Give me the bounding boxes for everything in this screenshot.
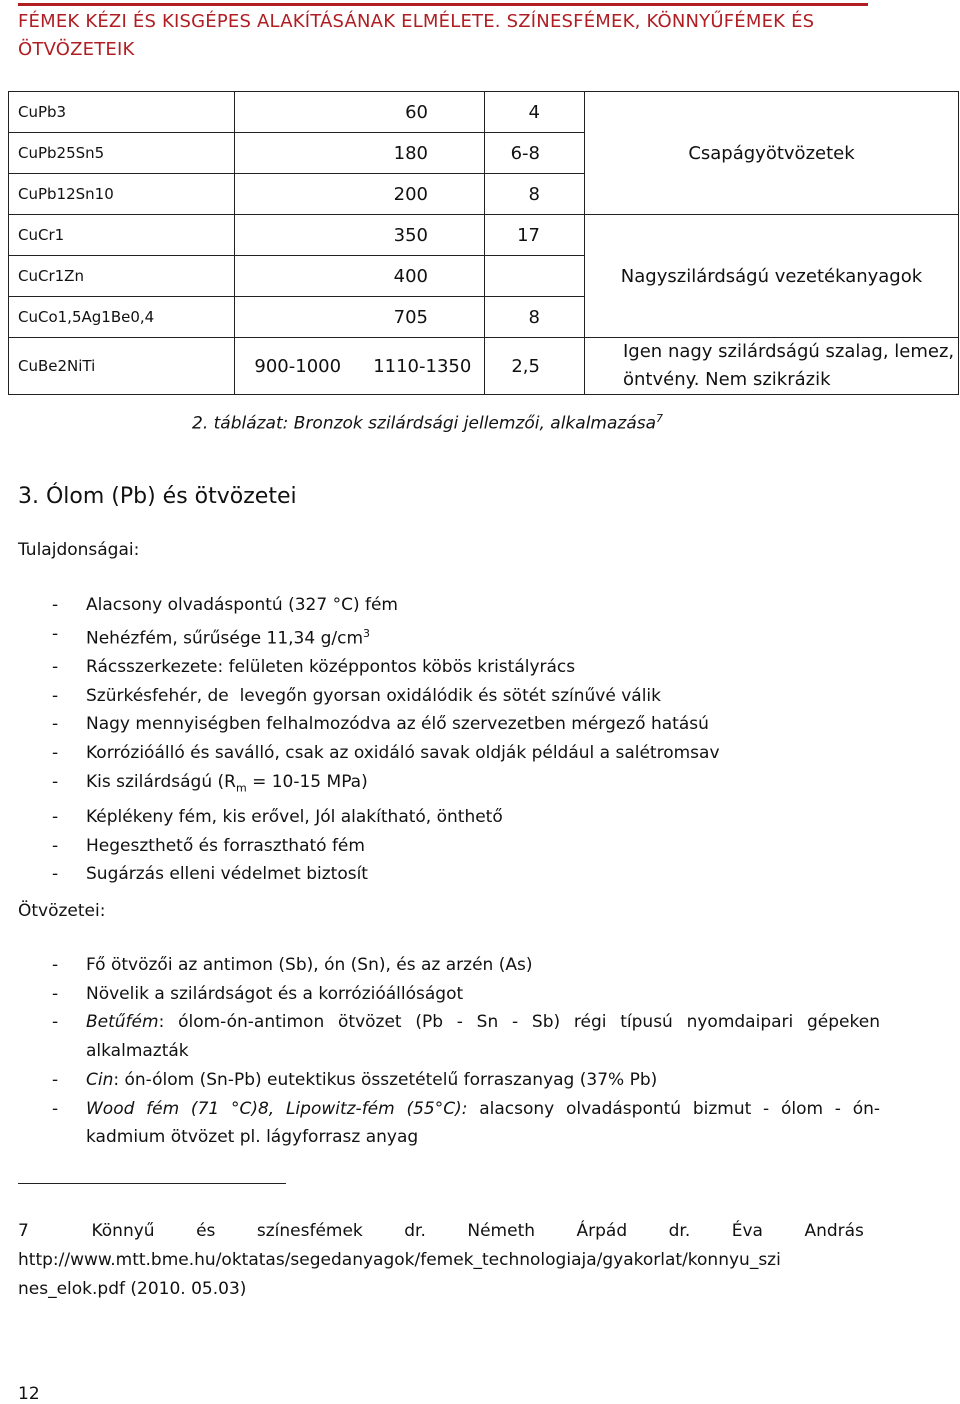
dash-bullet: -	[52, 864, 59, 885]
footnote-url-line: nes_elok.pdf (2010. 05.03)	[18, 1279, 247, 1299]
table-row	[9, 92, 959, 133]
list-item-text: Sugárzás elleni védelmet biztosít	[86, 864, 368, 885]
alloy-name-cell: CuCo1,5Ag1Be0,4	[9, 297, 235, 338]
footnote-word: Éva	[731, 1221, 763, 1241]
tensile-strength-cell: 60	[235, 92, 485, 133]
dash-bullet: -	[52, 685, 59, 706]
tensile-strength-cell: 1110-1350	[361, 338, 485, 395]
footnote-word: színesfémek	[256, 1221, 363, 1241]
dash-bullet: -	[52, 595, 59, 615]
dash-bullet: -	[52, 835, 59, 856]
footnote	[18, 1217, 864, 1304]
list-item-text: Hegeszthető és forrasztható fém	[86, 835, 365, 856]
alloy-term: Wood fém (71 °C)8, Lipowitz-fém (55°C):	[86, 1098, 468, 1119]
footnote-mark: 7	[18, 1221, 29, 1241]
properties-list	[0, 591, 880, 889]
tensile-strength-cell: 400	[235, 256, 485, 297]
list-item-text: Korrózióálló és saválló, csak az oxidáló savak oldják például a salétromsav	[86, 743, 720, 764]
application-cell: Nagyszilárdságú vezetékanyagok	[585, 215, 959, 338]
list-item	[0, 1095, 880, 1152]
tensile-strength-cell: 200	[235, 174, 485, 215]
list-item-text: Növelik a szilárdságot és a korrózióállóságot	[86, 983, 464, 1004]
bronze-table	[8, 91, 959, 395]
elongation-cell: 4	[485, 92, 585, 133]
list-item-text: Rácsszerkezete: felületen középpontos köbös kristályrács	[86, 657, 576, 678]
list-item-text: Nagy mennyiségben felhalmozódva az élő szervezetben mérgező hatású	[86, 714, 709, 735]
footnote-line	[18, 1217, 864, 1246]
dash-bullet: -	[52, 1098, 59, 1119]
alloy-term: Betűfém	[86, 1012, 159, 1033]
tensile-strength-cell: 350	[235, 215, 485, 256]
dash-bullet: -	[52, 657, 59, 678]
dash-bullet: -	[52, 806, 59, 827]
list-item	[0, 951, 880, 980]
superscript: 3	[363, 626, 371, 640]
list-item-text: : ólom-ón-antimon ötvözet (Pb - Sn - Sb) régi típusú nyomdaipari gépeken	[158, 1012, 880, 1033]
list-item-text: Képlékeny fém, kis erővel, Jól alakítható, önthető	[86, 806, 503, 827]
footnote-word: Könnyű	[91, 1221, 155, 1241]
dash-bullet: -	[52, 714, 59, 735]
list-item-text-tail: = 10-15 MPa)	[246, 771, 368, 792]
elongation-cell: 8	[485, 297, 585, 338]
footnote-word: András	[804, 1221, 864, 1241]
alloy-name-cell: CuBe2NiTi	[9, 338, 235, 395]
application-cell: Csapágyötvözetek	[585, 92, 959, 215]
list-item-text: Nehézfém, sűrűsége 11,34 g/cm	[86, 628, 364, 649]
yield-strength-cell: 900-1000	[235, 338, 361, 395]
tensile-strength-cell: 705	[235, 297, 485, 338]
list-item	[0, 1008, 880, 1065]
alloy-term: Cin	[86, 1069, 114, 1090]
list-item	[0, 620, 880, 653]
footnote-word: dr.	[668, 1221, 691, 1241]
alloys-heading: Ötvözetei:	[18, 901, 106, 921]
list-item	[0, 1066, 880, 1095]
dash-bullet: -	[52, 1012, 59, 1033]
elongation-cell	[485, 256, 585, 297]
list-item-continuation: alkalmazták	[86, 1041, 189, 1062]
table-row	[9, 215, 959, 256]
dash-bullet: -	[52, 955, 59, 975]
page-number: 12	[18, 1384, 40, 1404]
list-item-continuation: kadmium ötvözet pl. lágyforrasz anyag	[86, 1127, 419, 1148]
alloy-name-cell: CuPb3	[9, 92, 235, 133]
list-item-line	[86, 1008, 880, 1037]
header-rule	[18, 3, 868, 6]
list-item-text: Szürkésfehér, de levegőn gyorsan oxidálódik és sötét színűvé válik	[86, 685, 662, 706]
elongation-cell: 17	[485, 215, 585, 256]
section-title: 3. Ólom (Pb) és ötvözetei	[18, 484, 297, 509]
footnote-word: Németh	[467, 1221, 536, 1241]
subscript: m	[235, 781, 247, 795]
list-item	[0, 710, 880, 739]
dash-bullet: -	[52, 743, 59, 764]
list-item	[0, 980, 880, 1009]
list-item-text: alacsony olvadáspontú bizmut - ólom - ón-	[467, 1098, 881, 1119]
footnote-separator	[18, 1183, 286, 1184]
dash-bullet: -	[52, 623, 59, 644]
list-item-text: Fő ötvözői az antimon (Sb), ón (Sn), és az arzén (As)	[86, 955, 533, 975]
alloy-name-cell: CuPb12Sn10	[9, 174, 235, 215]
list-item-line	[86, 1095, 880, 1124]
properties-heading: Tulajdonságai:	[18, 540, 140, 560]
elongation-cell: 6-8	[485, 133, 585, 174]
application-cell: Igen nagy szilárdságú szalag, lemez, öntvény. Nem szikrázik	[585, 338, 959, 395]
list-item-text: : ón-ólom (Sn-Pb) eutektikus összetételű forraszanyag (37% Pb)	[113, 1069, 658, 1090]
tensile-strength-cell: 180	[235, 133, 485, 174]
dash-bullet: -	[52, 771, 59, 792]
list-item	[0, 682, 880, 711]
page-header-title: FÉMEK KÉZI ÉS KISGÉPES ALAKÍTÁSÁNAK ELMÉLETE. SZÍNESFÉMEK, KÖNNYŰFÉMEK ÉS ÖTVÖZETEIK	[18, 11, 815, 60]
footnote-url-line: http://www.mtt.bme.hu/oktatas/segedanyagok/femek_technologiaja/gyakorlat/konnyu_szi	[18, 1250, 781, 1270]
list-item	[0, 591, 880, 620]
list-item	[0, 860, 880, 889]
list-item	[0, 653, 880, 682]
list-item	[0, 832, 880, 861]
alloy-name-cell: CuCr1	[9, 215, 235, 256]
dash-bullet: -	[52, 983, 59, 1004]
footnote-word: dr.	[404, 1221, 426, 1241]
dash-bullet: -	[52, 1069, 59, 1090]
caption-footnote-ref: 7	[656, 412, 664, 425]
table-caption	[192, 412, 663, 434]
footnote-word: és	[196, 1221, 216, 1241]
table-row	[9, 338, 959, 395]
alloys-list	[0, 951, 880, 1152]
alloy-name-cell: CuPb25Sn5	[9, 133, 235, 174]
list-item	[0, 803, 880, 832]
list-item-text: Kis szilárdságú (R	[86, 771, 236, 792]
elongation-cell: 8	[485, 174, 585, 215]
list-item-text: Alacsony olvadáspontú (327 °C) fém	[86, 595, 398, 615]
list-item	[0, 739, 880, 768]
elongation-cell: 2,5	[485, 338, 585, 395]
list-item	[0, 768, 880, 803]
caption-text: 2. táblázat: Bronzok szilárdsági jellemzői, alkalmazása	[192, 413, 657, 434]
footnote-word: Árpád	[576, 1221, 628, 1241]
alloy-name-cell: CuCr1Zn	[9, 256, 235, 297]
